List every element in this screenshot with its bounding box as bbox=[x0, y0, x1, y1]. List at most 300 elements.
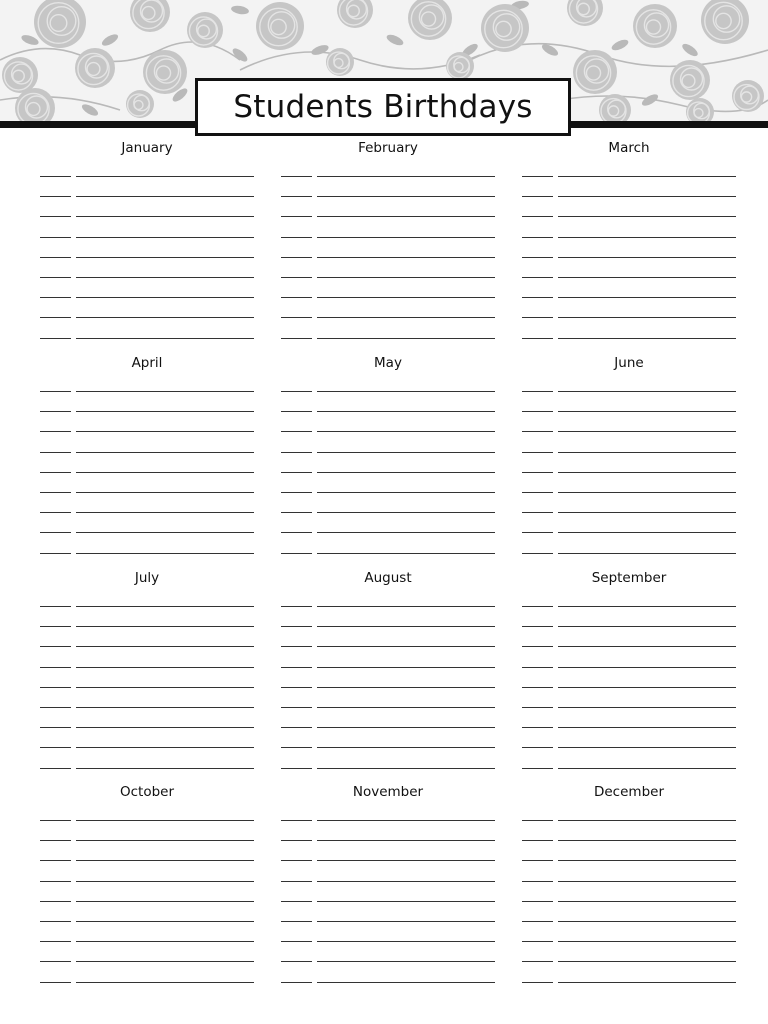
rose-shape bbox=[633, 4, 677, 48]
name-entry-line bbox=[558, 532, 736, 533]
name-entry-line bbox=[558, 237, 736, 238]
date-entry-line bbox=[281, 840, 312, 841]
rose-shape bbox=[732, 80, 764, 112]
name-entry-line bbox=[558, 391, 736, 392]
date-entry-line bbox=[281, 411, 312, 412]
name-entry-line bbox=[317, 297, 495, 298]
date-entry-line bbox=[40, 411, 71, 412]
name-entry-line bbox=[558, 646, 736, 647]
birthday-entry-row bbox=[281, 961, 495, 962]
month-name: September bbox=[591, 570, 667, 586]
birthday-entry-row bbox=[40, 257, 254, 258]
rose-shape bbox=[337, 0, 373, 28]
date-entry-line bbox=[281, 747, 312, 748]
birthday-entry-row bbox=[40, 921, 254, 922]
date-entry-line bbox=[281, 176, 312, 177]
name-entry-line bbox=[558, 747, 736, 748]
name-entry-line bbox=[76, 606, 254, 607]
date-entry-line bbox=[281, 687, 312, 688]
date-entry-line bbox=[281, 317, 312, 318]
date-entry-line bbox=[40, 707, 71, 708]
birthday-entry-row bbox=[522, 391, 736, 392]
name-entry-line bbox=[558, 606, 736, 607]
leaf-shape bbox=[385, 33, 405, 48]
date-entry-line bbox=[40, 941, 71, 942]
birthday-entry-row bbox=[281, 277, 495, 278]
date-entry-line bbox=[281, 901, 312, 902]
leaf-shape bbox=[20, 33, 40, 47]
birthday-entry-row bbox=[40, 667, 254, 668]
rose-shape bbox=[701, 0, 749, 44]
birthday-entry-row bbox=[281, 606, 495, 607]
birthday-entry-row bbox=[522, 431, 736, 432]
rose-shape bbox=[573, 50, 617, 94]
date-entry-line bbox=[40, 277, 71, 278]
leaf-shape bbox=[680, 42, 699, 59]
birthday-entry-row bbox=[40, 553, 254, 554]
birthday-entry-row bbox=[281, 820, 495, 821]
name-entry-line bbox=[317, 961, 495, 962]
name-entry-line bbox=[317, 860, 495, 861]
month-block-march bbox=[522, 140, 736, 340]
date-entry-line bbox=[522, 411, 553, 412]
name-entry-line bbox=[558, 512, 736, 513]
name-entry-line bbox=[317, 257, 495, 258]
date-entry-line bbox=[522, 820, 553, 821]
date-entry-line bbox=[522, 553, 553, 554]
birthday-entry-row bbox=[522, 881, 736, 882]
birthday-entry-row bbox=[40, 411, 254, 412]
date-entry-line bbox=[281, 257, 312, 258]
birthday-entry-row bbox=[40, 237, 254, 238]
rose-shape bbox=[408, 0, 452, 40]
birthday-entry-row bbox=[522, 961, 736, 962]
name-entry-line bbox=[76, 317, 254, 318]
name-entry-line bbox=[558, 707, 736, 708]
month-name: October bbox=[119, 784, 175, 800]
name-entry-line bbox=[76, 667, 254, 668]
date-entry-line bbox=[522, 472, 553, 473]
name-entry-line bbox=[76, 840, 254, 841]
date-entry-line bbox=[522, 667, 553, 668]
name-entry-line bbox=[317, 707, 495, 708]
birthday-entry-row bbox=[522, 452, 736, 453]
birthday-entry-row bbox=[40, 707, 254, 708]
date-entry-line bbox=[281, 492, 312, 493]
name-entry-line bbox=[76, 277, 254, 278]
month-block-september bbox=[522, 570, 736, 770]
birthday-entry-row bbox=[522, 646, 736, 647]
date-entry-line bbox=[40, 472, 71, 473]
date-entry-line bbox=[522, 840, 553, 841]
date-entry-line bbox=[522, 626, 553, 627]
date-entry-line bbox=[522, 257, 553, 258]
date-entry-line bbox=[522, 532, 553, 533]
name-entry-line bbox=[558, 431, 736, 432]
birthday-entry-row bbox=[281, 901, 495, 902]
date-entry-line bbox=[281, 860, 312, 861]
leaf-shape bbox=[610, 38, 630, 53]
name-entry-line bbox=[76, 553, 254, 554]
date-entry-line bbox=[281, 881, 312, 882]
rose-shape bbox=[143, 50, 187, 94]
birthday-entry-row bbox=[281, 921, 495, 922]
birthday-entry-row bbox=[281, 338, 495, 339]
name-entry-line bbox=[76, 512, 254, 513]
name-entry-line bbox=[317, 317, 495, 318]
birthday-entry-row bbox=[522, 768, 736, 769]
date-entry-line bbox=[40, 452, 71, 453]
name-entry-line bbox=[317, 553, 495, 554]
leaf-shape bbox=[80, 102, 100, 118]
name-entry-line bbox=[558, 411, 736, 412]
birthday-entry-row bbox=[522, 982, 736, 983]
name-entry-line bbox=[76, 492, 254, 493]
rose-shape bbox=[256, 2, 304, 50]
date-entry-line bbox=[522, 941, 553, 942]
name-entry-line bbox=[317, 338, 495, 339]
birthday-entry-row bbox=[522, 667, 736, 668]
date-entry-line bbox=[40, 257, 71, 258]
birthday-entry-row bbox=[281, 176, 495, 177]
date-entry-line bbox=[40, 961, 71, 962]
date-entry-line bbox=[522, 881, 553, 882]
birthday-entry-row bbox=[522, 840, 736, 841]
name-entry-line bbox=[558, 472, 736, 473]
date-entry-line bbox=[40, 553, 71, 554]
date-entry-line bbox=[281, 338, 312, 339]
birthday-entry-row bbox=[281, 391, 495, 392]
birthday-entry-row bbox=[281, 982, 495, 983]
date-entry-line bbox=[522, 391, 553, 392]
birthday-entry-row bbox=[40, 512, 254, 513]
date-entry-line bbox=[522, 860, 553, 861]
date-entry-line bbox=[40, 982, 71, 983]
date-entry-line bbox=[522, 646, 553, 647]
name-entry-line bbox=[558, 727, 736, 728]
name-entry-line bbox=[558, 297, 736, 298]
name-entry-line bbox=[76, 257, 254, 258]
birthday-entry-row bbox=[281, 257, 495, 258]
birthday-entry-row bbox=[522, 747, 736, 748]
birthday-entry-row bbox=[40, 687, 254, 688]
birthday-entry-row bbox=[281, 237, 495, 238]
leaf-shape bbox=[230, 4, 249, 15]
birthday-entry-row bbox=[522, 277, 736, 278]
name-entry-line bbox=[317, 196, 495, 197]
birthday-entry-row bbox=[522, 901, 736, 902]
name-entry-line bbox=[558, 553, 736, 554]
name-entry-line bbox=[558, 338, 736, 339]
name-entry-line bbox=[76, 216, 254, 217]
name-entry-line bbox=[76, 687, 254, 688]
birthday-entry-row bbox=[281, 553, 495, 554]
birthday-entry-row bbox=[281, 317, 495, 318]
date-entry-line bbox=[522, 338, 553, 339]
name-entry-line bbox=[558, 921, 736, 922]
name-entry-line bbox=[76, 626, 254, 627]
name-entry-line bbox=[76, 237, 254, 238]
birthday-entry-row bbox=[40, 881, 254, 882]
name-entry-line bbox=[76, 881, 254, 882]
name-entry-line bbox=[76, 176, 254, 177]
date-entry-line bbox=[40, 317, 71, 318]
name-entry-line bbox=[558, 176, 736, 177]
name-entry-line bbox=[317, 277, 495, 278]
birthday-entry-row bbox=[40, 532, 254, 533]
birthday-entry-row bbox=[40, 768, 254, 769]
birthday-entry-row bbox=[522, 216, 736, 217]
name-entry-line bbox=[76, 707, 254, 708]
birthday-entry-row bbox=[522, 687, 736, 688]
date-entry-line bbox=[40, 512, 71, 513]
birthday-entry-row bbox=[281, 532, 495, 533]
name-entry-line bbox=[558, 941, 736, 942]
name-entry-line bbox=[317, 176, 495, 177]
name-entry-line bbox=[76, 196, 254, 197]
birthday-entry-row bbox=[40, 961, 254, 962]
name-entry-line bbox=[317, 431, 495, 432]
birthday-entry-row bbox=[40, 860, 254, 861]
birthday-entry-row bbox=[522, 317, 736, 318]
rose-shape bbox=[130, 0, 170, 32]
name-entry-line bbox=[317, 216, 495, 217]
month-block-may bbox=[281, 355, 495, 555]
name-entry-line bbox=[317, 512, 495, 513]
name-entry-line bbox=[558, 667, 736, 668]
rose-shape bbox=[567, 0, 603, 26]
date-entry-line bbox=[40, 646, 71, 647]
birthday-entry-row bbox=[522, 707, 736, 708]
name-entry-line bbox=[558, 277, 736, 278]
name-entry-line bbox=[317, 941, 495, 942]
name-entry-line bbox=[76, 901, 254, 902]
rose-shape bbox=[481, 4, 529, 52]
date-entry-line bbox=[40, 176, 71, 177]
birthday-entry-row bbox=[40, 840, 254, 841]
month-name: July bbox=[134, 570, 160, 586]
birthday-entry-row bbox=[40, 472, 254, 473]
name-entry-line bbox=[317, 687, 495, 688]
name-entry-line bbox=[558, 626, 736, 627]
rose-shape bbox=[126, 90, 154, 118]
birthday-entry-row bbox=[40, 216, 254, 217]
date-entry-line bbox=[281, 768, 312, 769]
name-entry-line bbox=[76, 297, 254, 298]
date-entry-line bbox=[522, 901, 553, 902]
name-entry-line bbox=[76, 472, 254, 473]
date-entry-line bbox=[281, 961, 312, 962]
birthday-entry-row bbox=[40, 317, 254, 318]
leaf-shape bbox=[310, 43, 330, 57]
birthday-entry-row bbox=[522, 820, 736, 821]
date-entry-line bbox=[40, 492, 71, 493]
rose-shape bbox=[670, 60, 710, 100]
name-entry-line bbox=[558, 768, 736, 769]
birthday-entry-row bbox=[281, 860, 495, 861]
date-entry-line bbox=[40, 768, 71, 769]
date-entry-line bbox=[40, 901, 71, 902]
birthday-entry-row bbox=[281, 768, 495, 769]
birthday-entry-row bbox=[281, 196, 495, 197]
date-entry-line bbox=[40, 606, 71, 607]
birthday-entry-row bbox=[281, 512, 495, 513]
date-entry-line bbox=[40, 216, 71, 217]
date-entry-line bbox=[40, 431, 71, 432]
birthday-entry-row bbox=[281, 687, 495, 688]
name-entry-line bbox=[317, 820, 495, 821]
date-entry-line bbox=[40, 237, 71, 238]
birthday-entry-row bbox=[522, 941, 736, 942]
birthday-entry-row bbox=[40, 901, 254, 902]
name-entry-line bbox=[317, 881, 495, 882]
birthday-entry-row bbox=[281, 646, 495, 647]
month-name: June bbox=[614, 355, 644, 371]
date-entry-line bbox=[281, 472, 312, 473]
birthday-entry-row bbox=[40, 747, 254, 748]
name-entry-line bbox=[317, 391, 495, 392]
title-box bbox=[195, 78, 571, 136]
month-name: August bbox=[364, 570, 412, 586]
date-entry-line bbox=[522, 727, 553, 728]
date-entry-line bbox=[281, 606, 312, 607]
date-entry-line bbox=[522, 982, 553, 983]
birthday-entry-row bbox=[40, 431, 254, 432]
birthday-entry-row bbox=[522, 727, 736, 728]
name-entry-line bbox=[558, 961, 736, 962]
birthday-entry-row bbox=[281, 840, 495, 841]
birthday-entry-row bbox=[40, 176, 254, 177]
name-entry-line bbox=[317, 626, 495, 627]
name-entry-line bbox=[76, 431, 254, 432]
rose-shape bbox=[187, 12, 223, 48]
date-entry-line bbox=[281, 646, 312, 647]
date-entry-line bbox=[281, 452, 312, 453]
date-entry-line bbox=[40, 860, 71, 861]
birthday-entry-row bbox=[281, 216, 495, 217]
date-entry-line bbox=[40, 840, 71, 841]
birthday-entry-row bbox=[522, 532, 736, 533]
name-entry-line bbox=[317, 606, 495, 607]
rose-shape bbox=[75, 48, 115, 88]
date-entry-line bbox=[40, 881, 71, 882]
birthday-entry-row bbox=[281, 452, 495, 453]
date-entry-line bbox=[281, 626, 312, 627]
date-entry-line bbox=[522, 921, 553, 922]
name-entry-line bbox=[76, 391, 254, 392]
date-entry-line bbox=[522, 216, 553, 217]
date-entry-line bbox=[281, 707, 312, 708]
month-name: April bbox=[131, 355, 163, 371]
name-entry-line bbox=[317, 411, 495, 412]
birthday-entry-row bbox=[40, 338, 254, 339]
date-entry-line bbox=[522, 707, 553, 708]
birthday-entry-row bbox=[522, 606, 736, 607]
birthday-entry-row bbox=[522, 472, 736, 473]
date-entry-line bbox=[522, 176, 553, 177]
month-name: December bbox=[593, 784, 664, 800]
name-entry-line bbox=[558, 881, 736, 882]
birthday-entry-row bbox=[522, 626, 736, 627]
date-entry-line bbox=[40, 687, 71, 688]
name-entry-line bbox=[558, 317, 736, 318]
name-entry-line bbox=[558, 216, 736, 217]
name-entry-line bbox=[558, 860, 736, 861]
birthday-entry-row bbox=[40, 391, 254, 392]
birthday-entry-row bbox=[522, 297, 736, 298]
birthday-entry-row bbox=[40, 452, 254, 453]
name-entry-line bbox=[76, 982, 254, 983]
name-entry-line bbox=[76, 532, 254, 533]
birthday-entry-row bbox=[281, 297, 495, 298]
date-entry-line bbox=[281, 820, 312, 821]
date-entry-line bbox=[522, 606, 553, 607]
date-entry-line bbox=[281, 941, 312, 942]
date-entry-line bbox=[40, 626, 71, 627]
birthday-entry-row bbox=[40, 196, 254, 197]
name-entry-line bbox=[317, 982, 495, 983]
birthday-entry-row bbox=[281, 941, 495, 942]
name-entry-line bbox=[76, 860, 254, 861]
birthday-entry-row bbox=[281, 411, 495, 412]
name-entry-line bbox=[76, 941, 254, 942]
name-entry-line bbox=[317, 452, 495, 453]
date-entry-line bbox=[281, 921, 312, 922]
date-entry-line bbox=[281, 216, 312, 217]
date-entry-line bbox=[522, 452, 553, 453]
birthday-entry-row bbox=[522, 492, 736, 493]
name-entry-line bbox=[558, 452, 736, 453]
date-entry-line bbox=[522, 492, 553, 493]
birthday-entry-row bbox=[281, 492, 495, 493]
date-entry-line bbox=[40, 532, 71, 533]
name-entry-line bbox=[76, 411, 254, 412]
date-entry-line bbox=[40, 747, 71, 748]
month-name: March bbox=[608, 140, 650, 156]
date-entry-line bbox=[522, 961, 553, 962]
name-entry-line bbox=[317, 901, 495, 902]
month-block-july bbox=[40, 570, 254, 770]
date-entry-line bbox=[522, 317, 553, 318]
birthday-entry-row bbox=[281, 881, 495, 882]
month-block-april bbox=[40, 355, 254, 555]
month-block-february bbox=[281, 140, 495, 340]
name-entry-line bbox=[76, 921, 254, 922]
name-entry-line bbox=[558, 820, 736, 821]
birthday-entry-row bbox=[281, 707, 495, 708]
date-entry-line bbox=[522, 512, 553, 513]
name-entry-line bbox=[317, 921, 495, 922]
name-entry-line bbox=[558, 840, 736, 841]
date-entry-line bbox=[281, 512, 312, 513]
date-entry-line bbox=[40, 820, 71, 821]
name-entry-line bbox=[317, 727, 495, 728]
month-block-august bbox=[281, 570, 495, 770]
rose-shape bbox=[599, 94, 631, 124]
date-entry-line bbox=[281, 237, 312, 238]
date-entry-line bbox=[522, 431, 553, 432]
birthday-entry-row bbox=[281, 472, 495, 473]
date-entry-line bbox=[281, 391, 312, 392]
date-entry-line bbox=[522, 768, 553, 769]
date-entry-line bbox=[522, 297, 553, 298]
name-entry-line bbox=[558, 687, 736, 688]
rose-shape bbox=[326, 48, 354, 76]
month-block-october bbox=[40, 784, 254, 984]
name-entry-line bbox=[76, 747, 254, 748]
month-name: February bbox=[358, 140, 418, 156]
name-entry-line bbox=[317, 747, 495, 748]
